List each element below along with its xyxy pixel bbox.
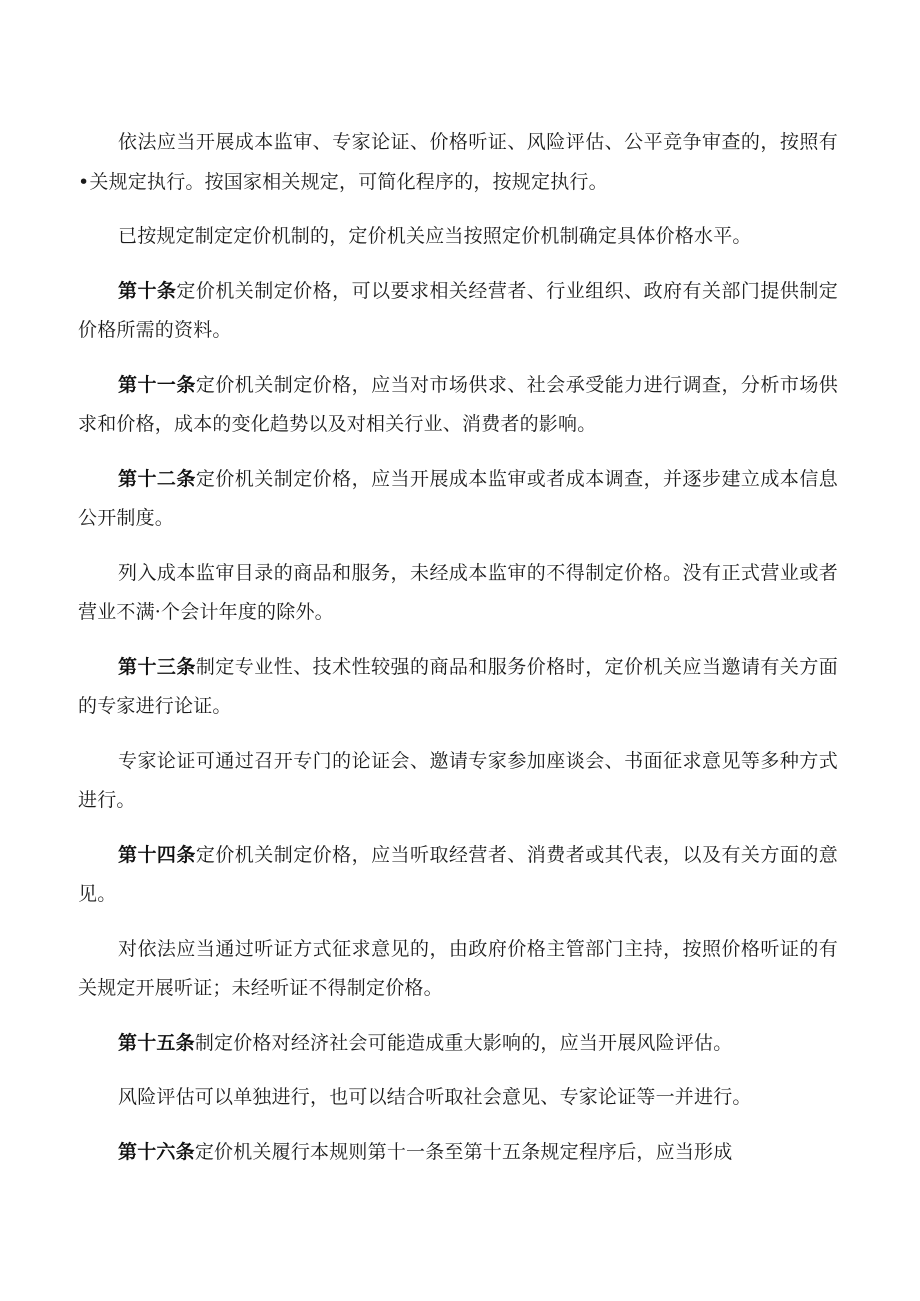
article-number: 第十一条 [118, 373, 196, 396]
paragraph-text: 制定专业性、技术性较强的商品和服务价格时，定价机关应当邀请有关方面的专家进行论证。 [78, 655, 838, 717]
document-page [78, 123, 838, 1187]
article-number: 第十条 [118, 279, 177, 302]
paragraph-text: 制定价格对经济社会可能造成重大影响的，应当开展风险评估。 [194, 1031, 733, 1054]
paragraph-text: 对依法应当通过听证方式征求意见的，由政府价格主管部门主持，按照价格听证的有关规定开展听证；未经听证不得制定价格。 [78, 937, 838, 999]
paragraph-text: 列入成本监审目录的商品和服务，未经成本监审的不得制定价格。没有正式营业或者营业不满·个会计年度的除外。 [78, 561, 838, 623]
article-11 [78, 366, 838, 445]
article-number: 第十五条 [118, 1031, 195, 1054]
paragraph-text: 定价机关制定价格，可以要求相关经营者、行业组织、政府有关部门提供制定价格所需的资料。 [78, 279, 838, 341]
article-13 [78, 648, 838, 727]
article-12 [78, 460, 838, 539]
article-number: 第十六条 [118, 1140, 195, 1163]
paragraph-text: 已按规定制定定价机制的，定价机关应当按照定价机制确定具体价格水平。 [118, 225, 752, 247]
paragraph-8 [78, 742, 838, 821]
paragraph-text: 定价机关制定价格，应当听取经营者、消费者或其代表，以及有关方面的意见。 [78, 843, 838, 905]
article-14 [78, 836, 838, 915]
paragraph-text: 专家论证可通过召开专门的论证会、邀请专家参加座谈会、书面征求意见等多种方式进行。 [78, 749, 838, 811]
paragraph-2 [78, 217, 838, 257]
article-number: 第十四条 [118, 843, 196, 866]
paragraph-6 [78, 554, 838, 633]
paragraph-text: 定价机关制定价格，应当对市场供求、社会承受能力进行调查，分析市场供求和价格，成本的变化趋势以及对相关行业、消费者的影响。 [78, 373, 838, 435]
paragraph-text: 依法应当开展成本监审、专家论证、价格听证、风险评估、公平竞争审查的，按照有•关规定执行。按国家相关规定，可简化程序的，按规定执行。 [78, 131, 838, 193]
article-number: 第十三条 [118, 655, 196, 678]
article-number: 第十二条 [118, 467, 196, 490]
paragraph-text: 定价机关履行本规则第十一条至第十五条规定程序后，应当形成 [194, 1140, 733, 1163]
paragraph-1 [78, 123, 838, 202]
article-10 [78, 272, 838, 351]
paragraph-12 [78, 1078, 838, 1118]
paragraph-text: 定价机关制定价格，应当开展成本监审或者成本调查，并逐步建立成本信息公开制度。 [78, 467, 838, 529]
paragraph-text: 风险评估可以单独进行，也可以结合听取社会意见、专家论证等一并进行。 [118, 1086, 752, 1108]
paragraph-10 [78, 930, 838, 1009]
article-15 [78, 1024, 838, 1064]
article-16 [78, 1133, 838, 1173]
